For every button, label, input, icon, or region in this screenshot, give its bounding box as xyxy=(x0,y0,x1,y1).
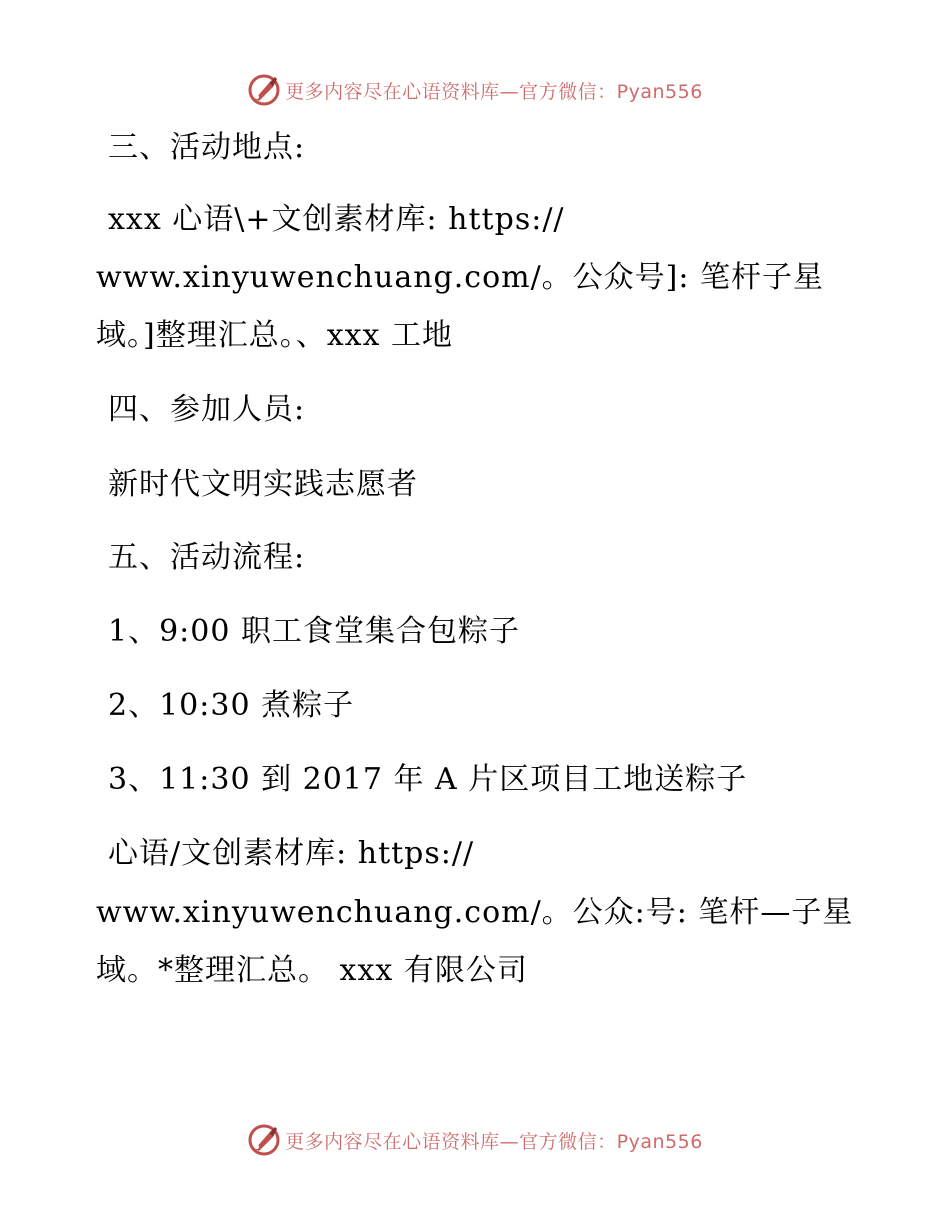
section-heading-participants: 四、参加人员: xyxy=(108,392,306,427)
list-item: 1、9:00 职工食堂集合包粽子 xyxy=(108,614,520,649)
list-item: 2、10:30 煮粽子 xyxy=(108,688,355,723)
paragraph-line: xxx 心语\+文创素材库: https:// xyxy=(108,202,565,237)
paragraph-line: 域。*整理汇总。 xxx 有限公司 xyxy=(96,953,528,988)
paragraph-line: 新时代文明实践志愿者 xyxy=(108,467,418,502)
footer-banner-text: 更多内容尽在心语资料库—官方微信：Pyan556 xyxy=(285,1130,703,1153)
pen-logo-icon xyxy=(247,1123,281,1157)
paragraph-line: 域。]整理汇总。、xxx 工地 xyxy=(96,318,453,353)
pen-logo-icon xyxy=(247,73,281,107)
paragraph-line: www.xinyuwenchuang.com/。公众号]: 笔杆子星 xyxy=(96,260,825,295)
list-item: 3、11:30 到 2017 年 A 片区项目工地送粽子 xyxy=(108,762,748,797)
header-banner-text: 更多内容尽在心语资料库—官方微信：Pyan556 xyxy=(285,80,703,103)
section-heading-location: 三、活动地点: xyxy=(108,130,306,165)
section-heading-process: 五、活动流程: xyxy=(108,540,306,575)
header-banner xyxy=(0,70,950,110)
paragraph-line: www.xinyuwenchuang.com/。公众:号: 笔杆—子星 xyxy=(96,895,854,930)
paragraph-line: 心语/文创素材库: https:// xyxy=(108,836,475,871)
footer-banner xyxy=(0,1120,950,1160)
